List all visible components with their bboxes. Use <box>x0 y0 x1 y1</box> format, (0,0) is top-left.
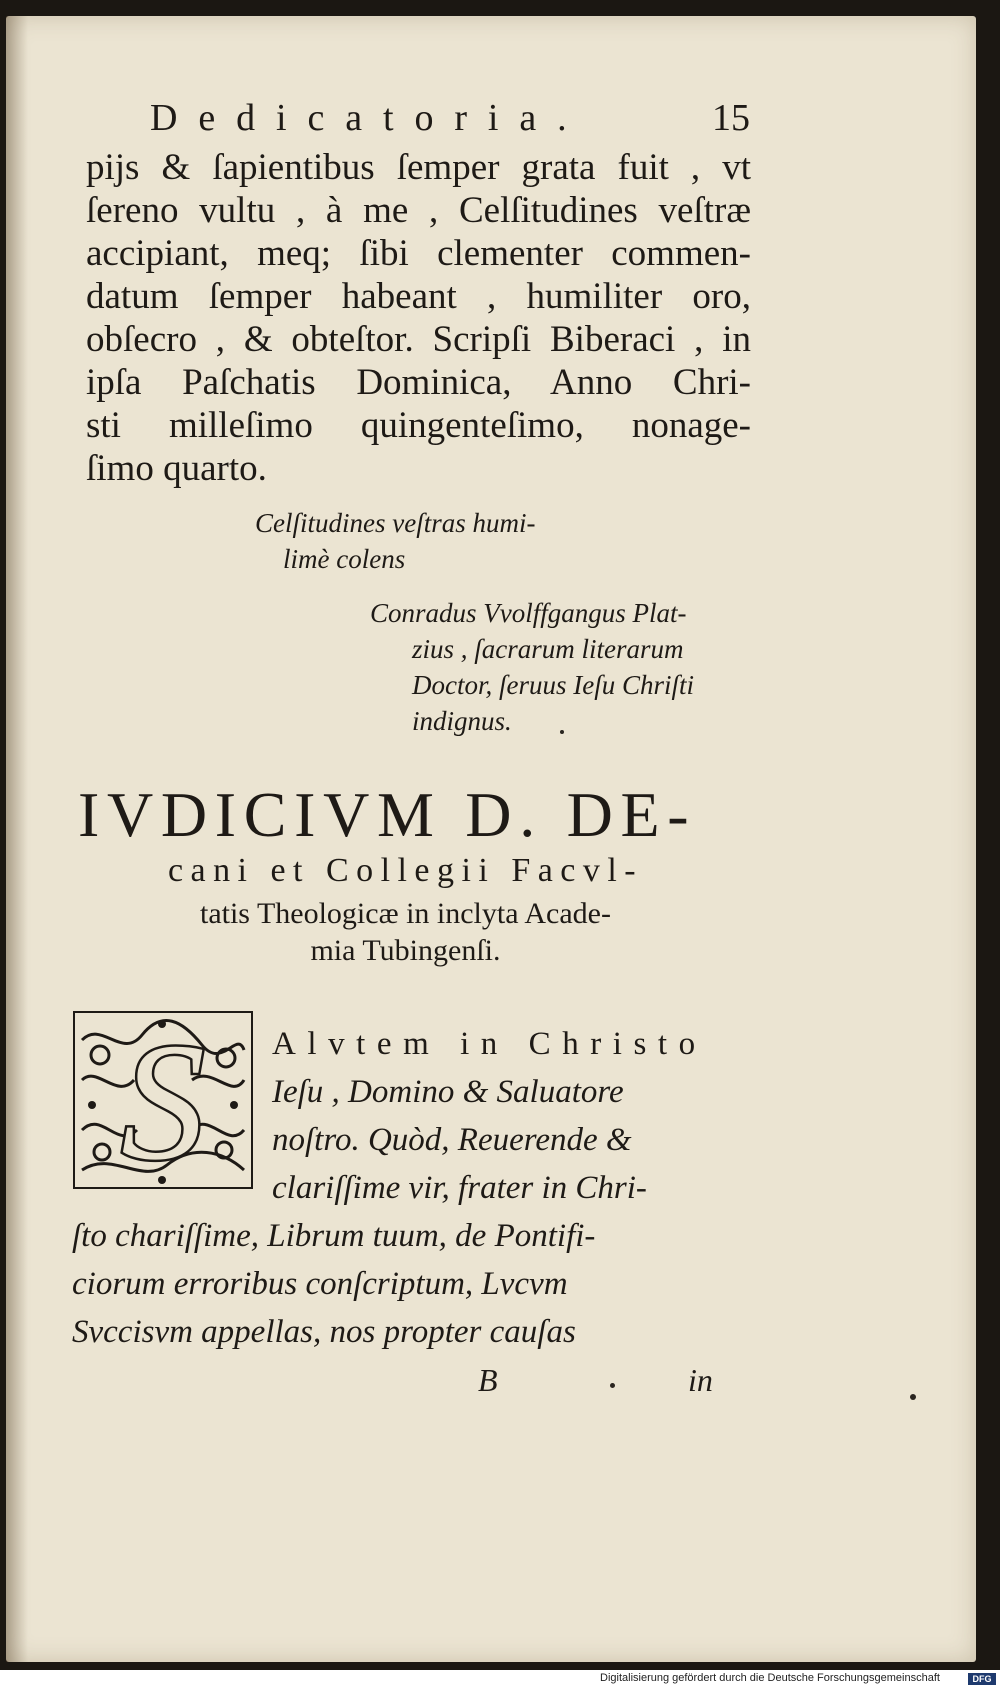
text-line: clariſſime vir, frater in Chri- <box>272 1170 647 1206</box>
letter-paragraph <box>72 1020 732 1356</box>
text-line: Conradus Vvolffgangus Plat- <box>370 598 687 628</box>
author-signature <box>370 595 694 739</box>
text-line: ſimo quarto. <box>86 448 267 489</box>
signature-mark: B <box>478 1362 498 1398</box>
footer-credit: Digitalisierung gefördert durch die Deutsche Forschungsgemeinschaft <box>600 1672 940 1684</box>
text-line: Celſitudines veſtras humi- <box>255 508 536 538</box>
section-title: IVDICIVM D. DE- <box>78 779 697 850</box>
page-spine-shadow <box>6 16 28 1662</box>
text-line: ſereno vultu , à me , Celſitudines veſtræ <box>86 190 751 231</box>
section-subtitle: cani et Collegii Facvl- <box>167 852 644 889</box>
text-line: limè colens <box>283 544 406 574</box>
dedication-paragraph <box>86 146 751 490</box>
text-line: ſto chariſſime, Librum tuum, de Pontifi- <box>72 1218 596 1254</box>
running-header-title: Dedicatoria. <box>150 97 588 139</box>
text-line: Doctor, ſeruus Ieſu Chriſti <box>412 670 694 700</box>
text-line: accipiant, meq; ſibi clementer commen- <box>86 233 751 274</box>
text-line: sti milleſimo quingenteſimo, nonage- <box>86 405 751 446</box>
text-line: ciorum erroribus conſcriptum, Lvcvm <box>72 1266 568 1302</box>
text-line: datum ſemper habeant , humiliter oro, <box>86 276 751 317</box>
ink-speck <box>560 730 564 734</box>
running-header <box>150 96 750 140</box>
closing-salutation <box>255 505 535 577</box>
section-subtitle-continued <box>78 895 733 969</box>
text-line: Alvtem in Christo <box>272 1026 707 1062</box>
initial-letter: S <box>121 1010 205 1190</box>
text-line: mia Tubingenſi. <box>310 934 501 967</box>
text-line: Ieſu , Domino & Saluatore <box>272 1074 624 1110</box>
text-line: ipſa Paſchatis Dominica, Anno Chri- <box>86 362 751 403</box>
text-line: zius , ſacrarum literarum <box>412 634 684 664</box>
text-line: Svccisvm appellas, nos propter cauſas <box>72 1314 576 1350</box>
dfg-logo: DFG <box>968 1673 996 1685</box>
catchword: in <box>688 1362 713 1398</box>
text-line: obſecro , & obteſtor. Scripſi Biberaci , in <box>86 319 751 360</box>
ink-speck <box>610 1383 615 1388</box>
text-line: tatis Theologicæ in inclyta Acade- <box>199 897 611 930</box>
ink-speck <box>910 1394 916 1400</box>
text-line: indignus. <box>412 706 512 736</box>
page-number: 15 <box>712 97 750 139</box>
text-line: pijs & ſapientibus ſemper grata fuit , vt <box>86 147 751 188</box>
text-line: noſtro. Quòd, Reuerende & <box>272 1122 632 1158</box>
